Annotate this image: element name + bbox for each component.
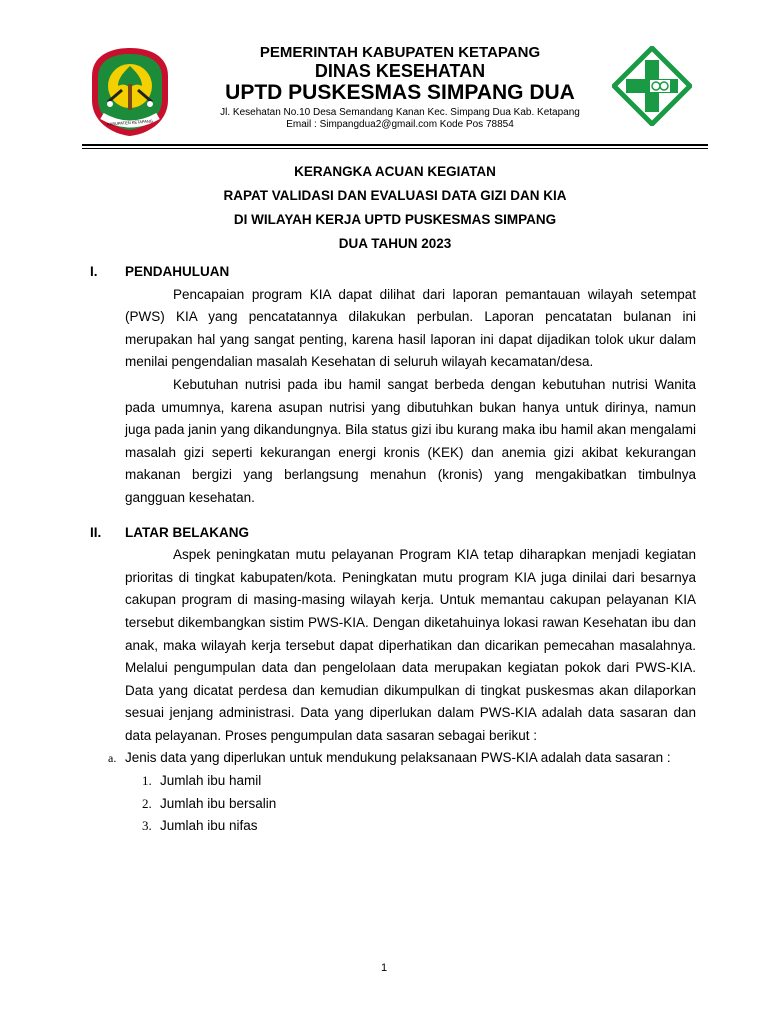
letterhead-text <box>190 44 610 131</box>
title-line-4: DUA TAHUN 2023 <box>338 236 452 251</box>
list-label: a. <box>108 751 117 766</box>
list-label: 3. <box>142 818 152 834</box>
title-line-2: RAPAT VALIDASI DAN EVALUASI DATA GIZI DAN KIA <box>223 188 567 203</box>
section-title: LATAR BELAKANG <box>125 524 249 540</box>
emblem-caption: KABUPATEN KETAPANG <box>106 118 154 127</box>
page-number: 1 <box>380 962 388 974</box>
document-body <box>90 261 696 838</box>
section-number: II. <box>90 524 102 540</box>
list-item <box>142 770 696 793</box>
section-heading-latar-belakang <box>90 522 696 545</box>
list-text: Jumlah ibu hamil <box>160 773 262 789</box>
department-name: DINAS KESEHATAN <box>314 61 486 81</box>
address: Jl. Kesehatan No.10 Desa Semandang Kanan Kec. Simpang Dua Kab. Ketapang <box>220 107 580 118</box>
unit-name: UPTD PUSKESMAS SIMPANG DUA <box>225 81 575 104</box>
list-item <box>142 815 696 838</box>
contact: Email : Simpangdua2@gmail.com Kode Pos 78854 <box>286 119 514 130</box>
list-item <box>108 747 696 770</box>
title-line-3: DI WILAYAH KERJA UPTD PUSKESMAS SIMPANG <box>233 212 557 227</box>
puskesmas-cross-logo-icon <box>612 46 692 126</box>
paragraph: Aspek peningkatan mutu pelayanan Program KIA tetap diharapkan menjadi kegiatan prioritas di tingkat kabupaten/kota. Peningkatan mutu program KIA juga dinilai dari besarnya cakupan program di masing-masing wilayah kerja. Untuk memantau cakupan pelayanan KIA tersebut dikembangkan sistim PWS-KIA. Dengan diketahuinya lokasi rawan Kesehatan ibu dan anak, maka wilayah kerja tersebut dapat diperhatikan dan dicarikan pemecahan masalahnya. Melalui pengumpulan data dan pengelolaan data merupakan kegiatan pokok dari PWS-KIA. Data yang dicatat perdesa dan kemudian dikumpulkan di tingkat puskesmas akan dilaporkan sesuai jenjang administrasi. Data yang diperlukan dalam PWS-KIA adalah data sasaran dan data pelayanan. Proses pengumpulan data sasaran sebagai berikut : <box>125 547 696 743</box>
list-text: Jenis data yang diperlukan untuk mendukung pelaksanaan PWS-KIA adalah data sasaran : <box>125 750 671 766</box>
government-name: PEMERINTAH KABUPATEN KETAPANG <box>259 44 541 61</box>
section-heading-pendahuluan <box>90 261 696 284</box>
paragraph: Kebutuhan nutrisi pada ibu hamil sangat berbeda dengan kebutuhan nutrisi Wanita pada umumnya, karena asupan nutrisi yang dibutuhkan bukan hanya untuk dirinya, namun juga pada janin yang dikandungnya. Bila status gizi ibu kurang maka ibu hamil akan mengalami masalah gizi seperti kekurangan energi kronis (KEK) dan anemia gizi akibat kekurangan makanan bergizi yang berlangsung menahun (kronis) yang mengakibatkan timbulnya gangguan kesehatan. <box>125 376 696 505</box>
title-line-1: KERANGKA ACUAN KEGIATAN <box>294 164 496 179</box>
letterhead-rule-thin <box>82 148 708 149</box>
list-text: Jumlah ibu bersalin <box>160 795 277 811</box>
list-item <box>142 793 696 816</box>
list-text: Jumlah ibu nifas <box>160 818 258 834</box>
section-number: I. <box>90 264 98 279</box>
list-label: 2. <box>142 795 152 811</box>
letterhead <box>0 0 768 150</box>
paragraph: Pencapaian program KIA dapat dilihat dari laporan pemantauan wilayah setempat (PWS) KIA yang pencatatannya dilakukan perbulan. Laporan pencatatan bulanan ini merupakan hal yang sangat penting, karena hasil laporan ini dapat dijadikan tolok ukur dalam menilai pengendalian masalah Kesehatan di seluruh wilayah kecamatan/desa. <box>125 286 696 370</box>
section-title: PENDAHULUAN <box>125 264 230 279</box>
list-label: 1. <box>142 773 152 789</box>
letterhead-rule-thick <box>82 144 708 146</box>
document-title <box>82 160 708 256</box>
